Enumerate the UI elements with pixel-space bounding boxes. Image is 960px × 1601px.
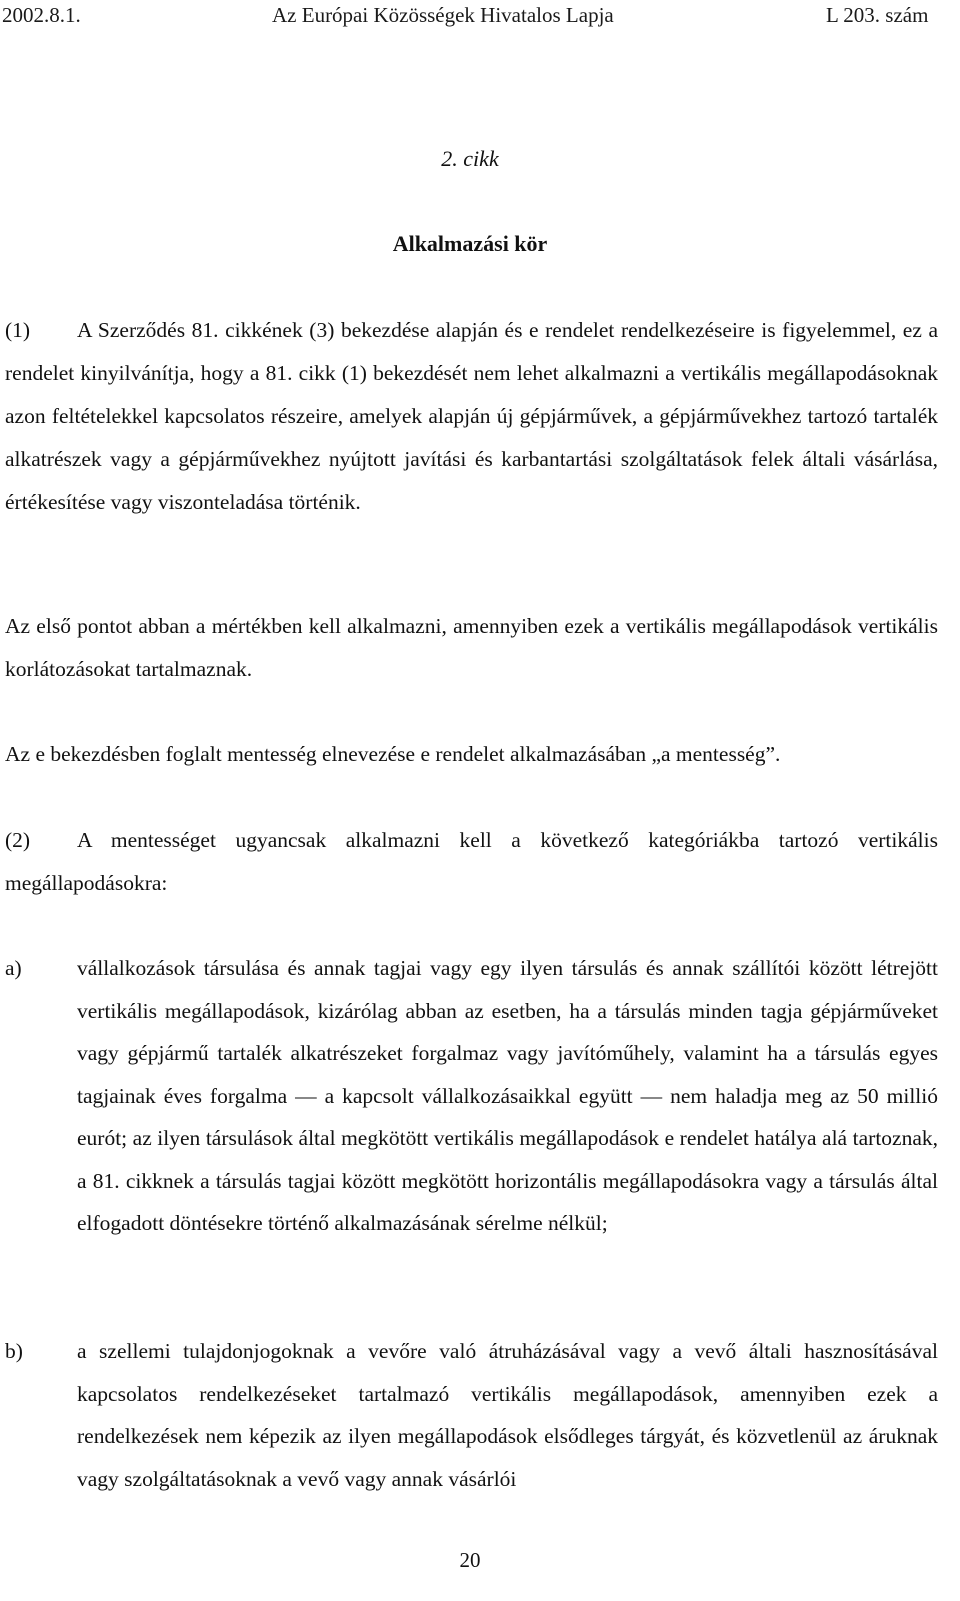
- list-item-label: a): [5, 956, 22, 980]
- header-issue-number: L 203. szám: [826, 3, 929, 27]
- paragraph-number: (1): [5, 318, 31, 342]
- paragraph-1: [5, 309, 938, 524]
- header-journal-title: Az Európai Közösségek Hivatalos Lapja: [272, 3, 614, 27]
- paragraph-text: A mentességet ugyancsak alkalmazni kell a következő kategóriákba tartozó vertikális megállapodásokra:: [5, 828, 938, 895]
- list-item-label: b): [5, 1339, 23, 1363]
- article-title: Alkalmazási kör: [392, 231, 548, 256]
- paragraph-text: A Szerződés 81. cikkének (3) bekezdése alapján és e rendelet rendelkezéseire is figyelemmel, ez a rendelet kinyilvánítja, hogy a 81. cikk (1) bekezdését nem lehet alkalmazni a vertikális megállapodásoknak azon feltételekkel kapcsolatos részeire, amelyek alapján új gépjárművek, a gépjárművekhez tartozó tartalék alkatrészek vagy a gépjárművekhez nyújtott javítási és karbantartási szolgáltatások felek általi vásárlása, értékesítése vagy viszonteladása történik.: [5, 318, 938, 514]
- list-item-a: [5, 947, 938, 1245]
- list-item-text: a szellemi tulajdonjogoknak a vevőre való átruházásával vagy a vevő általi hasznosításával kapcsolatos rendelkezéseket tartalmazó vertikális megállapodások, amennyiben ezek a rendelkezések nem képezik az ilyen megállapodások elsődleges tárgyát, és közvetlenül az áruknak vagy szolgáltatásoknak a vevő vagy annak vásárlói: [77, 1339, 938, 1491]
- paragraph-text: Az e bekezdésben foglalt mentesség elnevezése e rendelet alkalmazásában „a mentesség”.: [5, 742, 781, 766]
- page-number: 20: [459, 1548, 481, 1572]
- paragraph-number: (2): [5, 828, 31, 852]
- list-item-text: vállalkozások társulása és annak tagjai vagy egy ilyen társulás és annak szállítói között létrejött vertikális megállapodások, kizárólag abban az esetben, ha a társulás minden tagja gépjárműveket vagy gépjármű tartalék alkatrészeket forgalmaz vagy javítóműhely, valamint ha a társulás egyes tagjainak éves forgalma — a kapcsolt vállalkozásaikkal együtt — nem haladja meg az 50 millió eurót; az ilyen társulások által megkötött vertikális megállapodások e rendelet hatálya alá tartoznak, a 81. cikknek a társulás tagjai között megkötött horizontális megállapodásokra vagy a társulás által elfogadott döntésekre történő alkalmazásának sérelme nélkül;: [77, 956, 938, 1235]
- paragraph-1-second-point: [5, 605, 938, 691]
- article-number: 2. cikk: [441, 146, 499, 171]
- list-item-b: [5, 1330, 938, 1500]
- paragraph-2: [5, 819, 938, 905]
- paragraph-1-definition: [5, 733, 938, 776]
- paragraph-text: Az első pontot abban a mértékben kell alkalmazni, amennyiben ezek a vertikális megállapodások vertikális korlátozásokat tartalmaznak.: [5, 614, 938, 681]
- page-header: [0, 0, 940, 30]
- header-date: 2002.8.1.: [2, 3, 81, 27]
